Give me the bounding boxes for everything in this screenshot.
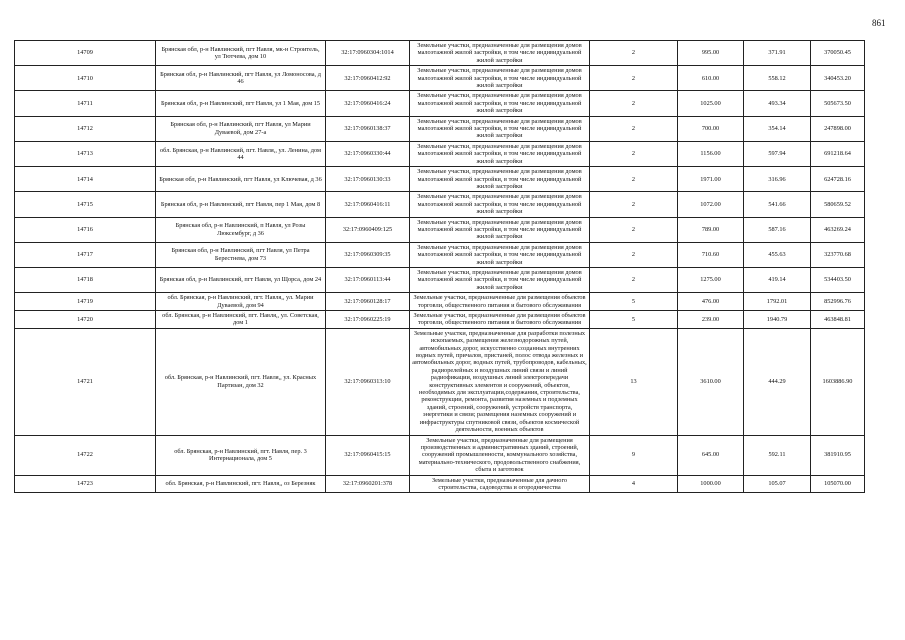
address-cell: Брянская обл, р-н Навлинский, пгт Навля, пер 1 Мая, дом 8 xyxy=(156,192,326,217)
area-cell: 1072.00 xyxy=(678,192,744,217)
land-use-cell: Земельные участки, предназначенные для размещения домов малоэтажной жилой застройки, в том числе индивидуальной жилой застройки xyxy=(410,66,590,91)
specific-value-cell: 455.63 xyxy=(744,242,811,267)
address-cell: Брянская обл, р-н Навлинский, п Навля, ул Розы Люксембург, д 36 xyxy=(156,217,326,242)
use-group-cell: 2 xyxy=(590,116,678,141)
land-use-cell: Земельные участки, предназначенные для размещения домов малоэтажной жилой застройки, в том числе индивидуальной жилой застройки xyxy=(410,116,590,141)
row-number: 14710 xyxy=(15,66,156,91)
row-number: 14709 xyxy=(15,41,156,66)
use-group-cell: 2 xyxy=(590,167,678,192)
specific-value-cell: 493.34 xyxy=(744,91,811,116)
table-row xyxy=(15,328,865,435)
cadastral-number-cell: 32:17:0960113:44 xyxy=(326,267,410,292)
row-number: 14713 xyxy=(15,141,156,166)
cadastral-value-cell: 852996.76 xyxy=(811,293,865,311)
address-cell: Брянская обл, р-н Навлинский, пгт Навля, ул 1 Мая, дом 15 xyxy=(156,91,326,116)
use-group-cell: 5 xyxy=(590,293,678,311)
area-cell: 610.00 xyxy=(678,66,744,91)
cadastral-number-cell: 32:17:0960416:24 xyxy=(326,91,410,116)
page-number: 861 xyxy=(872,18,886,28)
use-group-cell: 2 xyxy=(590,91,678,116)
address-cell: обл. Брянская, р-н Навлинский, пгт. Навля,, ул. Красных Партизан, дом 32 xyxy=(156,328,326,435)
table-row xyxy=(15,116,865,141)
cadastral-number-cell: 32:17:0960409:125 xyxy=(326,217,410,242)
address-cell: Брянская обл, р-н Навлинский, пгт Навля, ул Ломоносова, д 46 xyxy=(156,66,326,91)
specific-value-cell: 444.29 xyxy=(744,328,811,435)
address-cell: Брянская обл, р-н Навлинский, пгт Навля, ул Щорса, дом 24 xyxy=(156,267,326,292)
row-number: 14717 xyxy=(15,242,156,267)
specific-value-cell: 316.96 xyxy=(744,167,811,192)
specific-value-cell: 419.14 xyxy=(744,267,811,292)
area-cell: 995.00 xyxy=(678,41,744,66)
cadastral-number-cell: 32:17:0960330:44 xyxy=(326,141,410,166)
land-use-cell: Земельные участки, предназначенные для размещения объектов торговли, общественного питания и бытового обслуживания xyxy=(410,311,590,329)
use-group-cell: 2 xyxy=(590,141,678,166)
cadastral-value-cell: 340453.20 xyxy=(811,66,865,91)
cadastral-value-cell: 323770.68 xyxy=(811,242,865,267)
cadastral-value-cell: 381910.95 xyxy=(811,435,865,475)
row-number: 14719 xyxy=(15,293,156,311)
row-number: 14722 xyxy=(15,435,156,475)
registry-body xyxy=(15,41,865,493)
use-group-cell: 2 xyxy=(590,66,678,91)
row-number: 14720 xyxy=(15,311,156,329)
area-cell: 1025.00 xyxy=(678,91,744,116)
cadastral-value-cell: 534403.50 xyxy=(811,267,865,292)
area-cell: 789.00 xyxy=(678,217,744,242)
specific-value-cell: 587.16 xyxy=(744,217,811,242)
table-row xyxy=(15,242,865,267)
address-cell: обл. Брянская, р-н Навлинский, пгт. Навля,, ул. Советская, дом 1 xyxy=(156,311,326,329)
table-row xyxy=(15,311,865,329)
land-use-cell: Земельные участки, предназначенные для размещения домов малоэтажной жилой застройки, в том числе индивидуальной жилой застройки xyxy=(410,192,590,217)
table-row xyxy=(15,435,865,475)
cadastral-value-cell: 463848.81 xyxy=(811,311,865,329)
table-row xyxy=(15,217,865,242)
area-cell: 239.00 xyxy=(678,311,744,329)
table-row xyxy=(15,167,865,192)
cadastral-number-cell: 32:17:0960412:92 xyxy=(326,66,410,91)
specific-value-cell: 558.12 xyxy=(744,66,811,91)
land-registry-table xyxy=(14,40,865,493)
cadastral-value-cell: 463269.24 xyxy=(811,217,865,242)
cadastral-value-cell: 580659.52 xyxy=(811,192,865,217)
table-row xyxy=(15,141,865,166)
cadastral-number-cell: 32:17:0960138:37 xyxy=(326,116,410,141)
area-cell: 1156.00 xyxy=(678,141,744,166)
specific-value-cell: 105.07 xyxy=(744,475,811,493)
row-number: 14718 xyxy=(15,267,156,292)
land-use-cell: Земельные участки, предназначенные для размещения домов малоэтажной жилой застройки, в том числе индивидуальной жилой застройки xyxy=(410,242,590,267)
cadastral-number-cell: 32:17:0960415:15 xyxy=(326,435,410,475)
use-group-cell: 9 xyxy=(590,435,678,475)
table-row xyxy=(15,41,865,66)
cadastral-number-cell: 32:17:0960309:35 xyxy=(326,242,410,267)
use-group-cell: 5 xyxy=(590,311,678,329)
table-row xyxy=(15,293,865,311)
area-cell: 700.00 xyxy=(678,116,744,141)
land-use-cell: Земельные участки, предназначенные для размещения производственных и административных зданий, строений, сооружений промышленности, коммунального хозяйства, материально-технического, продовольственного снабжения, сбыта и заготовок xyxy=(410,435,590,475)
land-use-cell: Земельные участки, предназначенные для размещения домов малоэтажной жилой застройки, в том числе индивидуальной жилой застройки xyxy=(410,91,590,116)
specific-value-cell: 1940.79 xyxy=(744,311,811,329)
row-number: 14715 xyxy=(15,192,156,217)
specific-value-cell: 354.14 xyxy=(744,116,811,141)
address-cell: обл. Брянская, р-н Навлинский, пгт. Навля,, ул. Марии Дуваевой, дом 94 xyxy=(156,293,326,311)
row-number: 14711 xyxy=(15,91,156,116)
address-cell: обл. Брянская, р-н Навлинский, пгт. Навля,, ул. Ленина, дом 44 xyxy=(156,141,326,166)
cadastral-number-cell: 32:17:0960225:19 xyxy=(326,311,410,329)
use-group-cell: 2 xyxy=(590,192,678,217)
row-number: 14714 xyxy=(15,167,156,192)
specific-value-cell: 371.91 xyxy=(744,41,811,66)
cadastral-number-cell: 32:17:0960416:11 xyxy=(326,192,410,217)
cadastral-value-cell: 105070.00 xyxy=(811,475,865,493)
row-number: 14721 xyxy=(15,328,156,435)
land-use-cell: Земельные участки, предназначенные для разработки полезных ископаемых, размещения железнодорожных путей, автомобильных дорог, искусственно созданных внутренних водных путей, причалов, пристаней, полос отвода железных и автомобильных дорог, водных путей, трубопроводов, кабельных, радиорелейных и воздушных линий связи и линий радиофикации, воздушных линий электропередачи конструктивных элементов и сооружений, объектов, необходимых для эксплуатации,содержания, строительства, реконструкции, ремонта, развития наземных и подземных зданий, строений, сооружений, устройств транспорта, энергетики и связи; размещения наземных сооружений и инфраструктуры спутниковой связи, объектов космической деятельности, военных объектов xyxy=(410,328,590,435)
cadastral-value-cell: 370050.45 xyxy=(811,41,865,66)
specific-value-cell: 592.11 xyxy=(744,435,811,475)
specific-value-cell: 1792.01 xyxy=(744,293,811,311)
cadastral-value-cell: 624728.16 xyxy=(811,167,865,192)
use-group-cell: 2 xyxy=(590,267,678,292)
use-group-cell: 2 xyxy=(590,217,678,242)
address-cell: Брянская обл, р-н Навлинский, пгт Навля, ул Марии Дуваевой, дом 27-а xyxy=(156,116,326,141)
land-use-cell: Земельные участки, предназначенные для размещения домов малоэтажной жилой застройки, в том числе индивидуальной жилой застройки xyxy=(410,141,590,166)
address-cell: Брянская обл, р-н Навлинский, пгт Навля, ул Ключевая, д 36 xyxy=(156,167,326,192)
cadastral-value-cell: 691218.64 xyxy=(811,141,865,166)
row-number: 14723 xyxy=(15,475,156,493)
land-use-cell: Земельные участки, предназначенные для размещения домов малоэтажной жилой застройки, в том числе индивидуальной жилой застройки xyxy=(410,267,590,292)
area-cell: 476.00 xyxy=(678,293,744,311)
use-group-cell: 2 xyxy=(590,41,678,66)
area-cell: 1971.00 xyxy=(678,167,744,192)
cadastral-number-cell: 32:17:0960313:10 xyxy=(326,328,410,435)
address-cell: Брянская обл, р-н Навлинский, пгт Навля, ул Петра Берестнева, дом 73 xyxy=(156,242,326,267)
land-use-cell: Земельные участки, предназначенные для размещения домов малоэтажной жилой застройки, в том числе индивидуальной жилой застройки xyxy=(410,217,590,242)
row-number: 14716 xyxy=(15,217,156,242)
cadastral-value-cell: 505673.50 xyxy=(811,91,865,116)
use-group-cell: 4 xyxy=(590,475,678,493)
cadastral-number-cell: 32:17:0960128:17 xyxy=(326,293,410,311)
area-cell: 1000.00 xyxy=(678,475,744,493)
land-use-cell: Земельные участки, предназначенные для размещения домов малоэтажной жилой застройки, в том числе индивидуальной жилой застройки xyxy=(410,167,590,192)
land-use-cell: Земельные участки, предназначенные для дачного строительства, садоводства и огородничества xyxy=(410,475,590,493)
specific-value-cell: 597.94 xyxy=(744,141,811,166)
use-group-cell: 2 xyxy=(590,242,678,267)
area-cell: 645.00 xyxy=(678,435,744,475)
area-cell: 710.60 xyxy=(678,242,744,267)
table-row xyxy=(15,267,865,292)
address-cell: Брянская обл, р-н Навлинский, пгт Навля, мк-н Строитель, ул Тютчева, дом 10 xyxy=(156,41,326,66)
land-use-cell: Земельные участки, предназначенные для размещения домов малоэтажной жилой застройки, в том числе индивидуальной жилой застройки xyxy=(410,41,590,66)
use-group-cell: 13 xyxy=(590,328,678,435)
table-row xyxy=(15,475,865,493)
table-row xyxy=(15,192,865,217)
address-cell: обл. Брянская, р-н Навлинский, пгт. Навля,, оз Березняк xyxy=(156,475,326,493)
address-cell: обл. Брянская, р-н Навлинский, пгт. Навля, пер. 3 Интернационала, дом 5 xyxy=(156,435,326,475)
cadastral-number-cell: 32:17:0960304:1014 xyxy=(326,41,410,66)
area-cell: 3610.00 xyxy=(678,328,744,435)
table-row xyxy=(15,91,865,116)
row-number: 14712 xyxy=(15,116,156,141)
cadastral-value-cell: 247898.00 xyxy=(811,116,865,141)
land-use-cell: Земельные участки, предназначенные для размещения объектов торговли, общественного питания и бытового обслуживания xyxy=(410,293,590,311)
cadastral-number-cell: 32:17:0960201:378 xyxy=(326,475,410,493)
table-row xyxy=(15,66,865,91)
cadastral-number-cell: 32:17:0960130:33 xyxy=(326,167,410,192)
specific-value-cell: 541.66 xyxy=(744,192,811,217)
cadastral-value-cell: 1603886.90 xyxy=(811,328,865,435)
area-cell: 1275.00 xyxy=(678,267,744,292)
